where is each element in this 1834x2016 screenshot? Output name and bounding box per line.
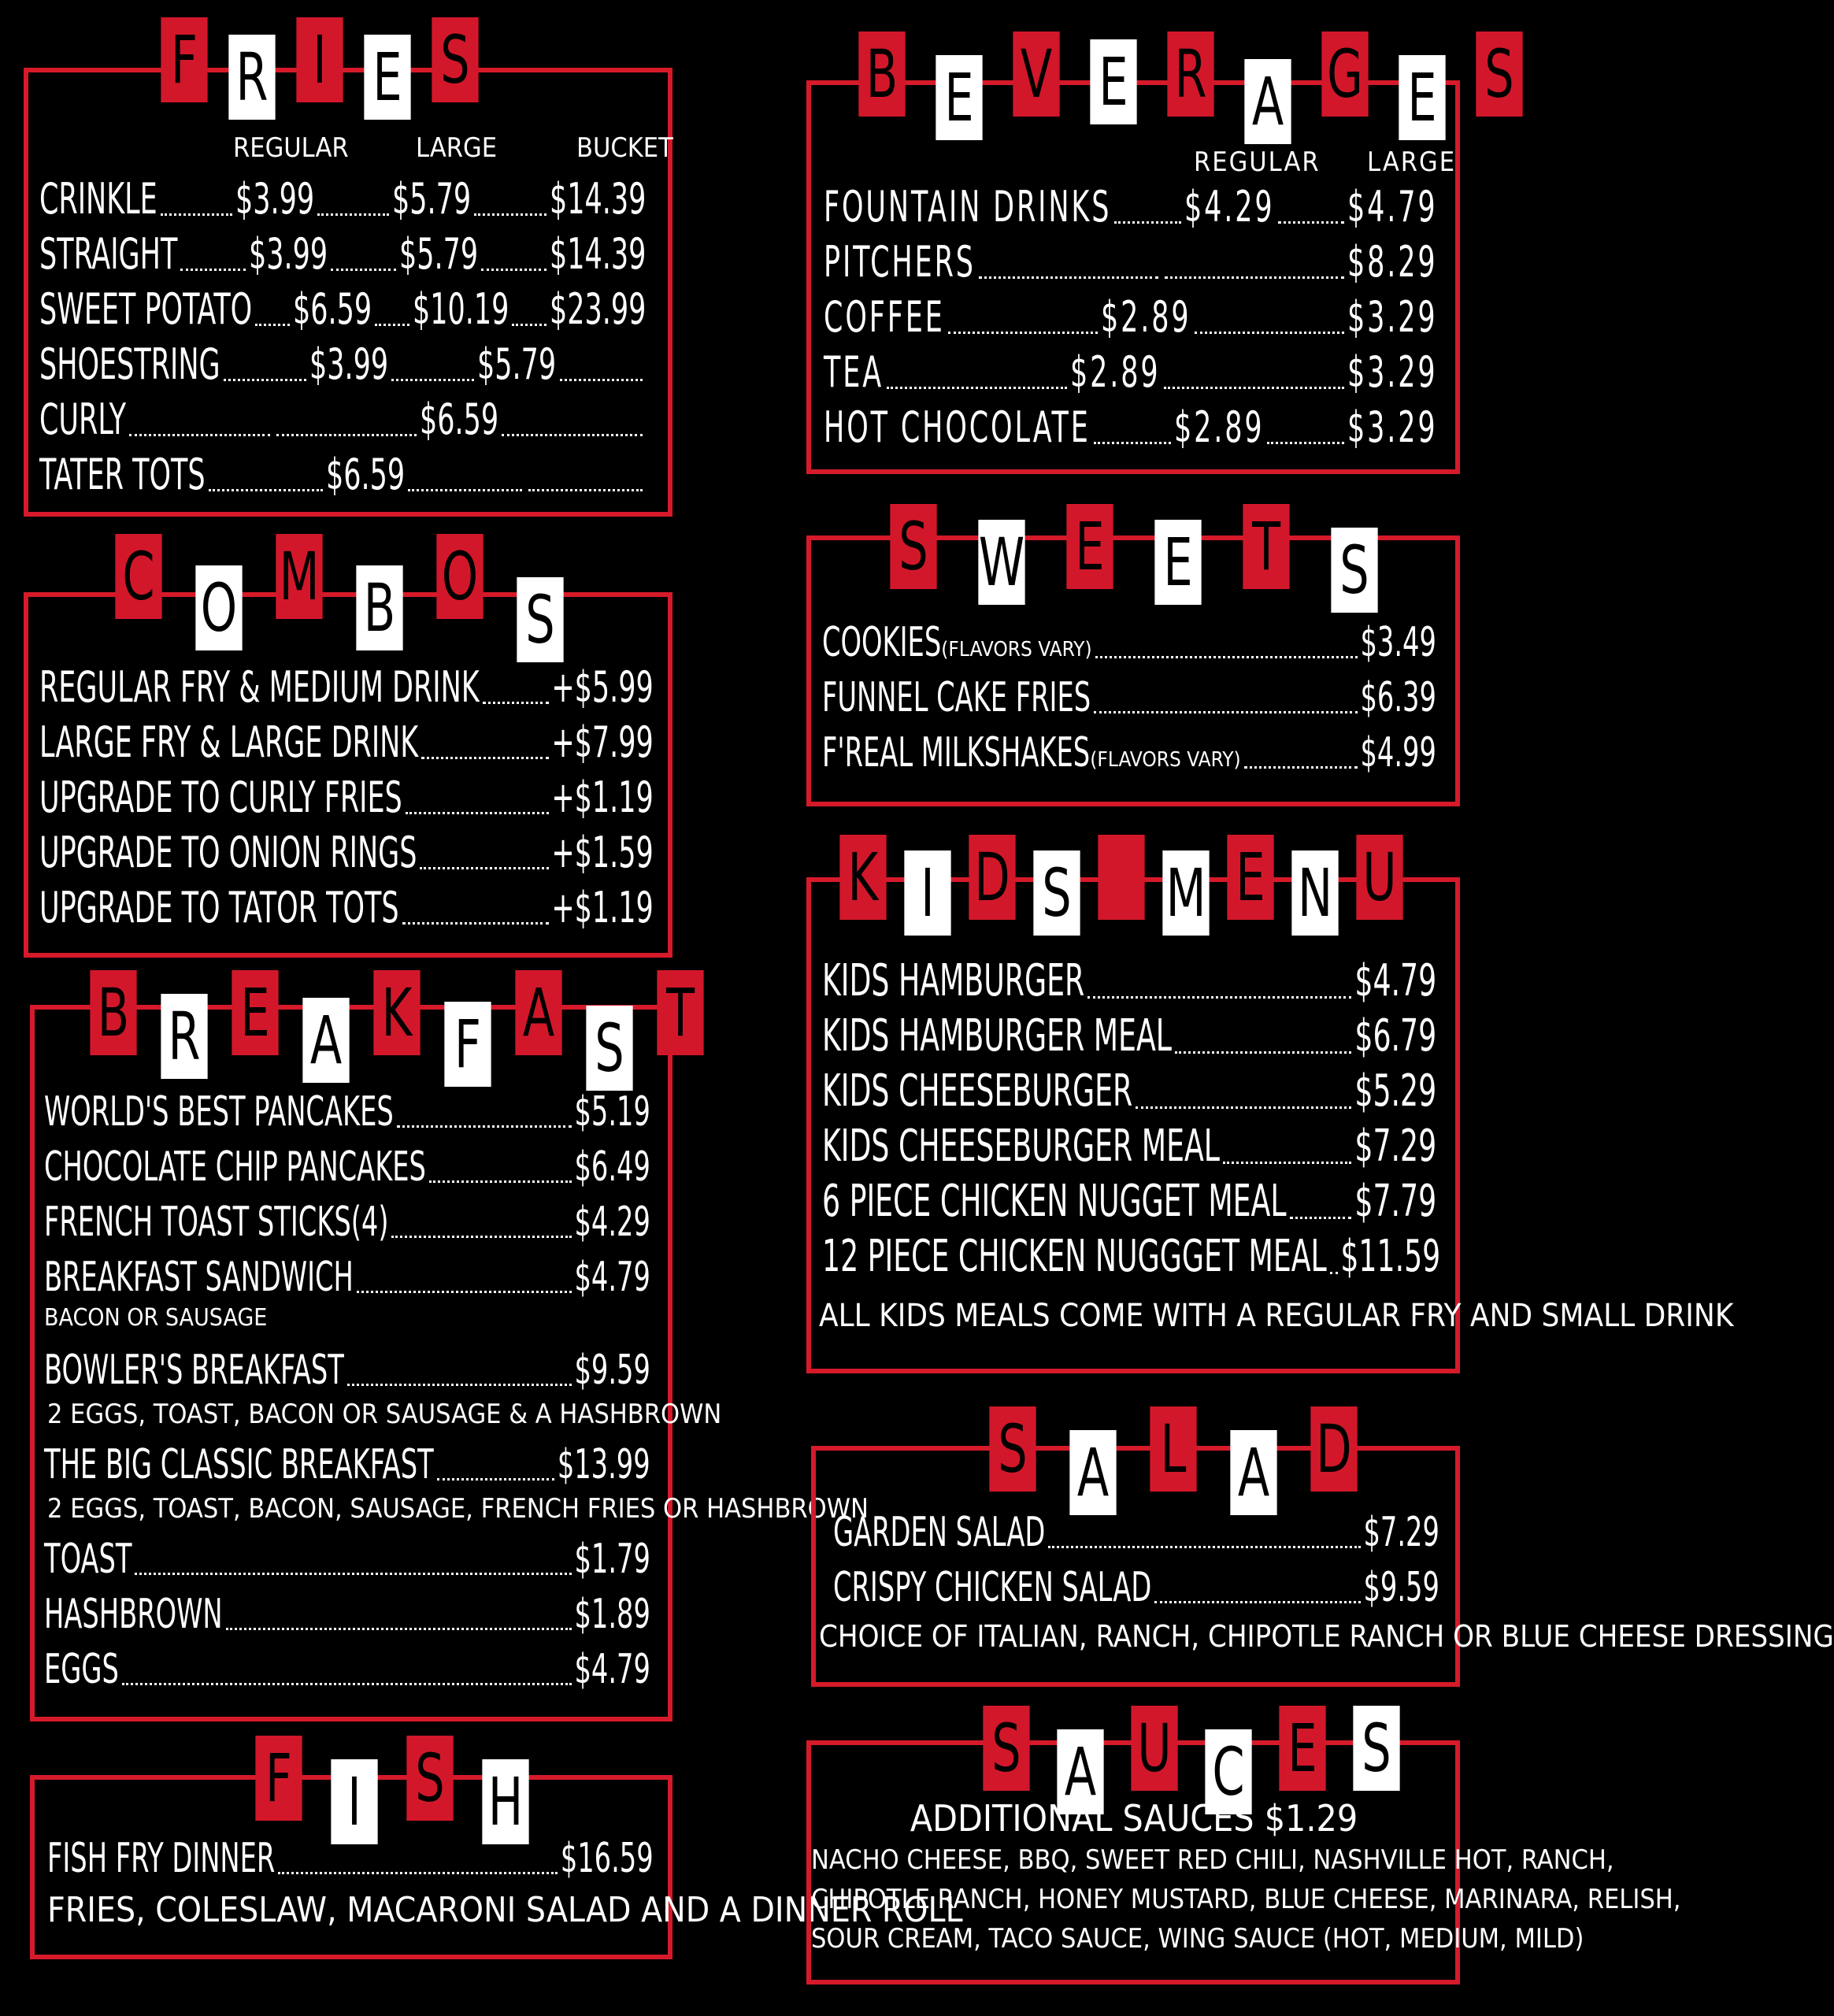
- beverages-item-regular: $2.89: [1101, 292, 1191, 342]
- breakfast-item-name: WORLD'S BEST PANCAKES: [44, 1088, 394, 1136]
- breakfast-item-note: BACON OR SAUSAGE: [44, 1304, 268, 1332]
- sweets-item-name: FUNNEL CAKE FRIES: [822, 673, 1091, 721]
- title-letter-tile: S: [1476, 32, 1522, 117]
- breakfast-row: [44, 1646, 650, 1693]
- title-letter-tile: U: [1131, 1706, 1177, 1791]
- kids-row: [822, 1231, 1441, 1283]
- title-letter-tile: E: [1154, 520, 1201, 605]
- title-letter-tile: E: [1066, 504, 1113, 589]
- sweets-row: [822, 619, 1436, 666]
- dot-leader: [1165, 276, 1344, 279]
- kids-item-price: $11.59: [1340, 1231, 1441, 1283]
- fries-item-bucket: $14.39: [549, 174, 646, 224]
- fries-row: [39, 285, 646, 334]
- fish-item-name: FISH FRY DINNER: [47, 1834, 276, 1882]
- dot-leader: [129, 434, 270, 436]
- title-letter-tile: D: [1310, 1406, 1357, 1492]
- dot-leader: [1114, 221, 1181, 224]
- fries-item-large: $5.79: [398, 229, 478, 279]
- kids-item-price: $7.79: [1354, 1176, 1436, 1228]
- fries-item-regular: $3.99: [235, 174, 315, 224]
- breakfast-item-price: $6.49: [574, 1143, 650, 1191]
- fries-col-large: LARGE: [416, 132, 498, 164]
- fries-item-large: $6.59: [420, 395, 499, 444]
- beverages-row: [824, 348, 1438, 397]
- title-letter-tile: F: [444, 1002, 491, 1087]
- kids-item-price: $4.79: [1354, 955, 1436, 1007]
- title-letter-tile: M: [276, 534, 322, 619]
- title-letter-tile: K: [839, 835, 886, 920]
- sweets-item-subtitle: (FLAVORS VARY): [1090, 747, 1241, 772]
- title-letter-tile: K: [373, 970, 420, 1055]
- dot-leader: [331, 269, 396, 271]
- fries-item-regular: $6.59: [325, 450, 405, 499]
- sauce-list-line: SOUR CREAM, TACO SAUCE, WING SAUCE (HOT, MEDIUM, MILD): [811, 1923, 1584, 1955]
- sauce-list-line: CHIPOTLE RANCH, HONEY MUSTARD, BLUE CHEESE, MARINARA, RELISH,: [811, 1884, 1681, 1915]
- dot-leader: [887, 387, 1068, 389]
- breakfast-row: [44, 1347, 650, 1394]
- fries-item-large: $10.19: [412, 284, 509, 334]
- title-letter-tile: F: [161, 17, 207, 102]
- title-letter-tile: S: [432, 17, 478, 102]
- kids-item-name: KIDS HAMBURGER: [822, 955, 1085, 1007]
- breakfast-item-price: $4.79: [574, 1645, 650, 1693]
- breakfast-item-price: $1.89: [574, 1590, 650, 1638]
- title-letter-tile: I: [331, 1759, 377, 1844]
- title-letter-tile: R: [228, 35, 275, 120]
- kids-item-name: KIDS CHEESEBURGER MEAL: [822, 1121, 1220, 1173]
- beverages-item-regular: $2.89: [1173, 402, 1265, 452]
- title-letter-tile: B: [90, 970, 136, 1055]
- salad-item-name: GARDEN SALAD: [833, 1508, 1046, 1556]
- fries-col-regular: REGULAR: [233, 132, 349, 164]
- beverages-item-regular: $4.29: [1184, 182, 1275, 232]
- title-letter-tile: I: [296, 17, 343, 102]
- breakfast-item-price: $1.79: [574, 1535, 650, 1583]
- breakfast-row: [44, 1254, 650, 1301]
- title-letter-tile: D: [969, 835, 1015, 920]
- fries-item-name: SHOESTRING: [39, 339, 220, 389]
- fries-row: [39, 340, 646, 389]
- dot-leader: [1164, 387, 1345, 389]
- dot-leader: [357, 1291, 572, 1293]
- breakfast-item-note: 2 EGGS, TOAST, BACON, SAUSAGE, FRENCH FRIES OR HASHBROWN: [47, 1493, 869, 1525]
- dot-leader: [1154, 1601, 1360, 1603]
- beverages-row: [824, 403, 1438, 452]
- combos-row: [39, 773, 654, 822]
- dot-leader: [180, 269, 246, 271]
- dot-leader: [1095, 656, 1358, 658]
- combos-item-price: +$1.59: [551, 828, 654, 878]
- beverages-item-large: $8.29: [1347, 237, 1438, 287]
- title-letter-tile: S: [983, 1706, 1029, 1791]
- title-letter-tile: B: [858, 32, 905, 117]
- title-letter-tile: V: [1013, 32, 1059, 117]
- beverages-item-large: $3.29: [1347, 292, 1438, 342]
- dot-leader: [391, 1236, 571, 1238]
- fries-row: [39, 450, 646, 499]
- breakfast-item-price: $9.59: [574, 1346, 650, 1394]
- combos-row: [39, 718, 654, 767]
- combos-row: [39, 663, 654, 712]
- beverages-col-large: LARGE: [1367, 146, 1457, 178]
- kids-item-name: KIDS CHEESEBURGER: [822, 1065, 1133, 1117]
- dot-leader: [317, 213, 389, 216]
- combos-item-name: UPGRADE TO CURLY FRIES: [39, 773, 402, 823]
- dot-leader: [1175, 1051, 1351, 1054]
- sweets-row: [822, 674, 1436, 721]
- sweets-item-name: COOKIES: [822, 618, 942, 666]
- kids-item-price: $6.79: [1354, 1010, 1436, 1062]
- title-letter-tile: A: [515, 970, 561, 1055]
- breakfast-item-price: $4.29: [574, 1198, 650, 1246]
- fries-row: [39, 175, 646, 224]
- sweets-row: [822, 729, 1436, 776]
- beverages-row: [824, 238, 1438, 287]
- breakfast-item-price: $4.79: [574, 1253, 650, 1301]
- dot-leader: [226, 1628, 572, 1630]
- fries-item-name: STRAIGHT: [39, 229, 178, 279]
- fries-row: [39, 395, 646, 444]
- title-letter-tile: A: [1244, 59, 1291, 144]
- fries-item-name: CRINKLE: [39, 174, 157, 224]
- dot-leader: [397, 1125, 572, 1128]
- fries-item-regular: $6.59: [292, 284, 372, 334]
- title-letter-tile: C: [1205, 1729, 1251, 1814]
- dot-leader: [122, 1683, 572, 1685]
- title-letter-tile: U: [1356, 835, 1402, 920]
- combos-item-price: +$1.19: [551, 883, 654, 933]
- breakfast-row: [44, 1441, 650, 1488]
- kids-item-price: $5.29: [1354, 1065, 1436, 1117]
- fries-item-name: SWEET POTATO: [39, 284, 253, 334]
- dot-leader: [255, 324, 290, 326]
- kids-row: [822, 1011, 1436, 1062]
- sauces-headline: ADDITIONAL SAUCES $1.29: [910, 1797, 1358, 1840]
- dot-leader: [512, 324, 546, 326]
- combos-item-price: +$1.19: [551, 773, 654, 823]
- fries-row: [39, 230, 646, 279]
- dot-leader: [483, 702, 549, 704]
- fries-item-bucket: $14.39: [549, 229, 647, 279]
- title-letter-tile: N: [1291, 850, 1338, 936]
- dot-leader: [420, 867, 548, 869]
- sweets-item-subtitle: (FLAVORS VARY): [941, 637, 1092, 662]
- title-letter-tile: O: [436, 534, 483, 619]
- title-letter-tile: C: [115, 534, 161, 619]
- title-letter-tile: E: [364, 35, 410, 120]
- title-letter-tile: S: [890, 504, 936, 589]
- dot-leader: [347, 1384, 572, 1386]
- title-letter-tile: A: [1230, 1430, 1276, 1515]
- title-letter-tile: E: [1399, 55, 1445, 140]
- fries-item-large: $5.79: [392, 174, 472, 224]
- kids-row: [822, 1066, 1436, 1117]
- kids-note: ALL KIDS MEALS COME WITH A REGULAR FRY AND SMALL DRINK: [819, 1298, 1734, 1334]
- kids-item-name: KIDS HAMBURGER MEAL: [822, 1010, 1172, 1062]
- beverages-item-large: $4.79: [1347, 182, 1438, 232]
- combos-row: [39, 884, 654, 932]
- beverages-item-regular: $2.89: [1070, 347, 1161, 397]
- dot-leader: [474, 213, 546, 216]
- breakfast-item-name: BOWLER'S BREAKFAST: [44, 1346, 344, 1394]
- beverages-item-name: TEA: [824, 347, 884, 397]
- title-letter-tile: G: [1321, 32, 1368, 117]
- dot-leader: [135, 1573, 571, 1575]
- kids-item-price: $7.29: [1354, 1121, 1436, 1173]
- fish-item-price: $16.59: [561, 1834, 654, 1882]
- salad-item-name: CRISPY CHICKEN SALAD: [833, 1563, 1152, 1611]
- combos-item-price: +$7.99: [551, 717, 654, 768]
- fries-item-regular: $3.99: [249, 229, 328, 279]
- title-letter-tile: H: [482, 1759, 528, 1844]
- breakfast-item-name: HASHBROWN: [44, 1590, 223, 1638]
- title-letter-tile: S: [517, 577, 563, 662]
- fries-item-large: $5.79: [477, 339, 557, 389]
- dot-leader: [421, 757, 548, 759]
- beverages-item-name: COFFEE: [824, 292, 945, 342]
- breakfast-item-name: CHOCOLATE CHIP PANCAKES: [44, 1143, 426, 1191]
- dot-leader: [1278, 221, 1345, 224]
- breakfast-item-name: TOAST: [44, 1535, 132, 1583]
- salad-row: [833, 1564, 1439, 1611]
- dot-leader: [1048, 1546, 1360, 1548]
- dot-leader: [1195, 332, 1345, 334]
- beverages-col-regular: REGULAR: [1194, 146, 1321, 178]
- dot-leader: [948, 332, 1099, 334]
- title-letter-tile: E: [232, 970, 278, 1055]
- beverages-item-name: PITCHERS: [824, 237, 976, 287]
- salad-item-price: $7.29: [1363, 1508, 1439, 1556]
- beverages-item-large: $3.29: [1347, 347, 1438, 397]
- dot-leader: [1244, 766, 1358, 769]
- title-letter-tile: S: [1353, 1706, 1399, 1791]
- salad-note: CHOICE OF ITALIAN, RANCH, CHIPOTLE RANCH OR BLUE CHEESE DRESSING: [819, 1619, 1834, 1654]
- combos-row: [39, 828, 654, 877]
- sweets-item-name: F'REAL MILKSHAKES: [822, 728, 1091, 776]
- sweets-item-price: $3.49: [1360, 618, 1436, 666]
- title-letter-tile: I: [904, 850, 950, 936]
- dot-leader: [161, 213, 232, 216]
- dot-leader: [375, 324, 409, 326]
- dot-leader: [429, 1180, 572, 1183]
- fish-note: FRIES, COLESLAW, MACARONI SALAD AND A DINNER ROLL: [47, 1890, 963, 1930]
- dot-leader: [979, 276, 1158, 279]
- dot-leader: [481, 269, 546, 271]
- kids-item-name: 6 PIECE CHICKEN NUGGET MEAL: [822, 1176, 1287, 1228]
- title-letter-tile: E: [1090, 39, 1136, 124]
- breakfast-row: [44, 1199, 650, 1246]
- fish-row: [47, 1835, 654, 1882]
- breakfast-item-name: BREAKFAST SANDWICH: [44, 1253, 354, 1301]
- beverages-item-large: $3.29: [1347, 402, 1438, 452]
- dot-leader: [502, 434, 643, 436]
- title-letter-tile: W: [978, 520, 1024, 605]
- fries-item-name: CURLY: [39, 395, 127, 444]
- title-letter-tile: S: [586, 1006, 632, 1091]
- kids-row: [822, 1177, 1436, 1227]
- fries-item-bucket: $23.99: [549, 284, 647, 334]
- title-letter-tile: S: [406, 1736, 453, 1821]
- dot-leader: [1087, 996, 1351, 999]
- beverages-row: [824, 293, 1438, 342]
- title-letter-tile: S: [989, 1406, 1036, 1492]
- kids-item-name: 12 PIECE CHICKEN NUGGGET MEAL: [822, 1231, 1327, 1283]
- combos-item-name: UPGRADE TO TATOR TOTS: [39, 883, 399, 933]
- title-letter-tile: S: [1033, 850, 1080, 936]
- kids-row: [822, 956, 1436, 1006]
- breakfast-row: [44, 1536, 650, 1583]
- breakfast-item-name: THE BIG CLASSIC BREAKFAST: [44, 1440, 434, 1488]
- salad-item-price: $9.59: [1363, 1563, 1439, 1611]
- dot-leader: [1330, 1272, 1338, 1274]
- title-letter-tile: L: [1150, 1406, 1196, 1492]
- title-letter-tile: E: [936, 55, 982, 140]
- dot-leader: [276, 434, 417, 436]
- dot-leader: [402, 922, 549, 925]
- title-letter-tile: A: [302, 998, 349, 1083]
- beverages-row: [824, 183, 1438, 232]
- title-letter-tile: [1098, 835, 1144, 920]
- combos-item-name: LARGE FRY & LARGE DRINK: [39, 717, 419, 768]
- salad-row: [833, 1509, 1439, 1556]
- dot-leader: [1290, 1217, 1352, 1219]
- beverages-item-name: FOUNTAIN DRINKS: [824, 182, 1112, 232]
- dot-leader: [1094, 711, 1358, 713]
- fries-col-bucket: BUCKET: [576, 132, 673, 164]
- title-letter-tile: O: [195, 565, 242, 650]
- dot-leader: [1136, 1106, 1351, 1109]
- title-letter-tile: A: [1069, 1430, 1116, 1515]
- dot-leader: [209, 489, 323, 491]
- beverages-item-name: HOT CHOCOLATE: [824, 402, 1091, 452]
- title-letter-tile: A: [1057, 1729, 1103, 1814]
- sweets-item-price: $4.99: [1360, 728, 1436, 776]
- fries-item-name: TATER TOTS: [39, 450, 206, 499]
- dot-leader: [408, 489, 522, 491]
- breakfast-item-name: FRENCH TOAST STICKS(4): [44, 1198, 389, 1246]
- title-letter-tile: E: [1227, 835, 1273, 920]
- title-letter-tile: T: [657, 970, 703, 1055]
- dot-leader: [406, 812, 549, 814]
- title-letter-tile: S: [1331, 528, 1377, 613]
- dot-leader: [1094, 442, 1171, 444]
- dot-leader: [391, 379, 474, 381]
- title-letter-tile: R: [161, 994, 207, 1079]
- dot-leader: [437, 1478, 555, 1480]
- dot-leader: [528, 489, 643, 491]
- title-letter-tile: R: [1167, 32, 1213, 117]
- title-letter-tile: T: [1243, 504, 1289, 589]
- breakfast-item-name: EGGS: [44, 1645, 119, 1693]
- title-letter-tile: M: [1162, 850, 1209, 936]
- breakfast-item-price: $5.19: [574, 1088, 650, 1136]
- dot-leader: [224, 379, 306, 381]
- kids-row: [822, 1121, 1436, 1172]
- combos-item-name: UPGRADE TO ONION RINGS: [39, 828, 417, 878]
- breakfast-item-note: 2 EGGS, TOAST, BACON OR SAUSAGE & A HASHBROWN: [47, 1399, 722, 1430]
- title-letter-tile: F: [255, 1736, 302, 1821]
- dot-leader: [1267, 442, 1344, 444]
- title-letter-tile: E: [1279, 1706, 1325, 1791]
- breakfast-row: [44, 1088, 650, 1136]
- sweets-item-price: $6.39: [1360, 673, 1436, 721]
- title-letter-tile: B: [356, 565, 402, 650]
- combos-item-price: +$5.99: [551, 662, 654, 713]
- dot-leader: [560, 379, 643, 381]
- breakfast-item-price: $13.99: [558, 1440, 650, 1488]
- dot-leader: [1223, 1162, 1351, 1164]
- combos-item-name: REGULAR FRY & MEDIUM DRINK: [39, 662, 480, 713]
- breakfast-row: [44, 1143, 650, 1191]
- fries-item-regular: $3.99: [309, 339, 389, 389]
- sauce-list-line: NACHO CHEESE, BBQ, SWEET RED CHILI, NASHVILLE HOT, RANCH,: [811, 1844, 1614, 1876]
- breakfast-row: [44, 1591, 650, 1638]
- dot-leader: [278, 1872, 558, 1874]
